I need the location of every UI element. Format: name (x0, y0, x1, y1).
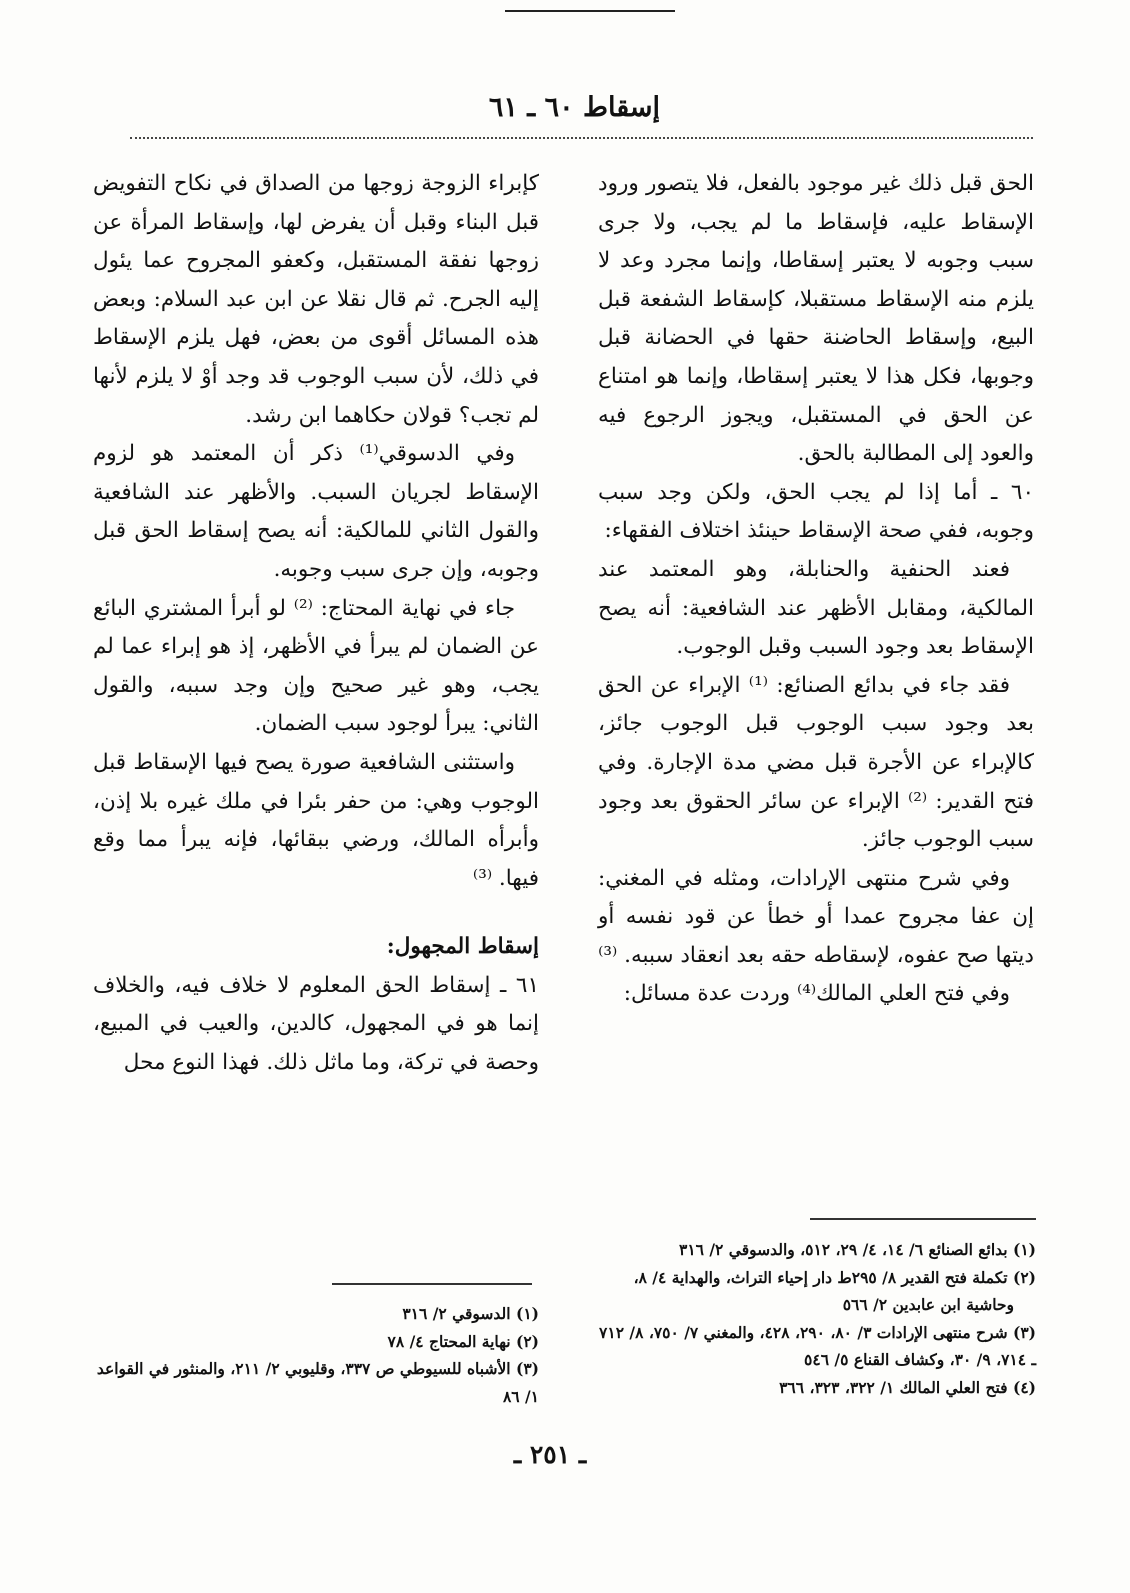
footnote-continuation: وحاشية ابن عابدين ٢/ ٥٦٦ (842, 1295, 1014, 1314)
right-column (598, 165, 1034, 1014)
paragraph: فعند الحنفية والحنابلة، وهو المعتمد عند المالكية، ومقابل الأظهر عند الشافعية: أنه يصح الإسقاط بعد وجود السبب وقبل الوجوب. (598, 556, 1034, 660)
paragraph: وفي فتح العلي المالك⁽⁴⁾ وردت عدة مسائل: (623, 981, 1010, 1007)
paragraph: الحق قبل ذلك غير موجود بالفعل، فلا يتصور ورود الإسقاط عليه، فإسقاط ما لم يجب، ولا جرى سبب وجوبه لا يعتبر إسقاطا، وإنما مجرد وعد لا يلزم منه الإسقاط مستقبلا، كإسقاط الشفعة قبل البيع، وإسقاط الحاضنة حقها في الحضانة قبل وجوبها، فكل هذا لا يعتبر إسقاطا، وإنما هو امتناع عن الحق في المستقبل، ويجوز الرجوع فيه والعود إلى المطالبة بالحق. (598, 171, 1034, 467)
left-column (93, 165, 539, 1083)
paragraph: وفي شرح منتهى الإرادات، ومثله في المغني: إن عفا مجروح عمدا أو خطأ عن قود نفسه أو ديتها صح عفوه، لإسقاطه حقه بعد انعقاد سببه. ⁽³⁾ (598, 865, 1034, 968)
footnote: (١) بدائع الصنائع ٦/ ١٤، ٤/ ٢٩، ٥١٢، والدسوقي ٢/ ٣١٦ (679, 1240, 1036, 1259)
page-number: ـ ٢٥١ ـ (513, 1440, 587, 1469)
page-header-title: إسقاط ٦٠ ـ ٦١ (488, 92, 660, 123)
paragraph: واستثنى الشافعية صورة يصح فيها الإسقاط قبل الوجوب وهي: من حفر بئرا في ملك غيره بلا إذن، وأبرأه المالك، ورضي ببقائها، فإنه يبرأ مما وقع فيها. ⁽³⁾ (93, 749, 539, 891)
footnote: (٣) الأشباه للسيوطي ص ٣٣٧، وقليوبي ٢/ ٢١١، والمنثور في القواعد ١/ ٨٦ (96, 1359, 539, 1406)
header-dotted-rule (130, 137, 1033, 139)
footnotes-left (93, 1300, 539, 1410)
footnote-rule-left (332, 1283, 532, 1285)
top-rule (505, 10, 675, 12)
footnote: (١) الدسوقي ٢/ ٣١٦ (402, 1304, 539, 1323)
paragraph: كإبراء الزوجة زوجها من الصداق في نكاح التفويض قبل البناء وقبل أن يفرض لها، وإسقاط المرأة عن زوجها نفقة المستقبل، وكعفو المجروح عما يئول إليه الجرح. ثم قال نقلا عن ابن عبد السلام: وبعض هذه المسائل أقوى من بعض، فهل يلزم الإسقاط في ذلك، لأن سبب الوجوب قد وجد أوْ لا يلزم لأنها لم تجب؟ قولان حكاهما ابن رشد. (93, 171, 539, 428)
paragraph: فقد جاء في بدائع الصنائع: ⁽¹⁾ الإبراء عن الحق بعد وجود سبب الوجوب قبل الوجوب جائز، كالإبراء عن الأجرة قبل مضي مدة الإجارة. وفي فتح القدير: ⁽²⁾ الإبراء عن سائر الحقوق بعد وجود سبب الوجوب جائز. (598, 672, 1034, 853)
footnotes-right (598, 1236, 1036, 1401)
paragraph: جاء في نهاية المحتاج: ⁽²⁾ لو أبرأ المشتري البائع عن الضمان لم يبرأ في الأظهر، إذ هو إبراء عما لم يجب، وهو غير صحيح وإن وجد سببه، والقول الثاني: يبرأ لوجود سبب الضمان. (93, 595, 539, 737)
footnote: (٢) نهاية المحتاج ٤/ ٧٨ (387, 1331, 539, 1351)
paragraph: ٦٠ ـ أما إذا لم يجب الحق، ولكن وجد سبب وجوبه، ففي صحة الإسقاط حينئذ اختلاف الفقهاء: (598, 479, 1034, 544)
section-gap (93, 898, 539, 928)
footnote: (٤) فتح العلي المالك ١/ ٣٢٢، ٣٢٣، ٣٦٦ (779, 1377, 1036, 1397)
paragraph: ٦١ ـ إسقاط الحق المعلوم لا خلاف فيه، والخلاف إنما هو في المجهول، كالدين، والعيب في المبيع، وحصة في تركة، وما ماثل ذلك. فهذا النوع محل (93, 972, 539, 1076)
footnote-rule-right (810, 1218, 1036, 1220)
footnote: (٢) تكملة فتح القدير ٨/ ٢٩٥ط دار إحياء التراث، والهداية ٤/ ٨، (633, 1267, 1036, 1287)
footnote: (٣) شرح منتهى الإرادات ٣/ ٨٠، ٢٩٠، ٤٢٨، والمغني ٧/ ٧٥٠، ٨/ ٧١٢ ـ ٧١٤، ٩/ ٣٠، وكشاف القناع ٥/ ٥٤٦ (599, 1322, 1036, 1369)
paragraph: وفي الدسوقي⁽¹⁾ ذكر أن المعتمد هو لزوم الإسقاط لجريان السبب. والأظهر عند الشافعية والقول الثاني للمالكية: أنه يصح إسقاط الحق قبل وجوبه، وإن جرى سبب وجوبه. (93, 441, 539, 582)
section-heading: إسقاط المجهول: (386, 934, 539, 960)
